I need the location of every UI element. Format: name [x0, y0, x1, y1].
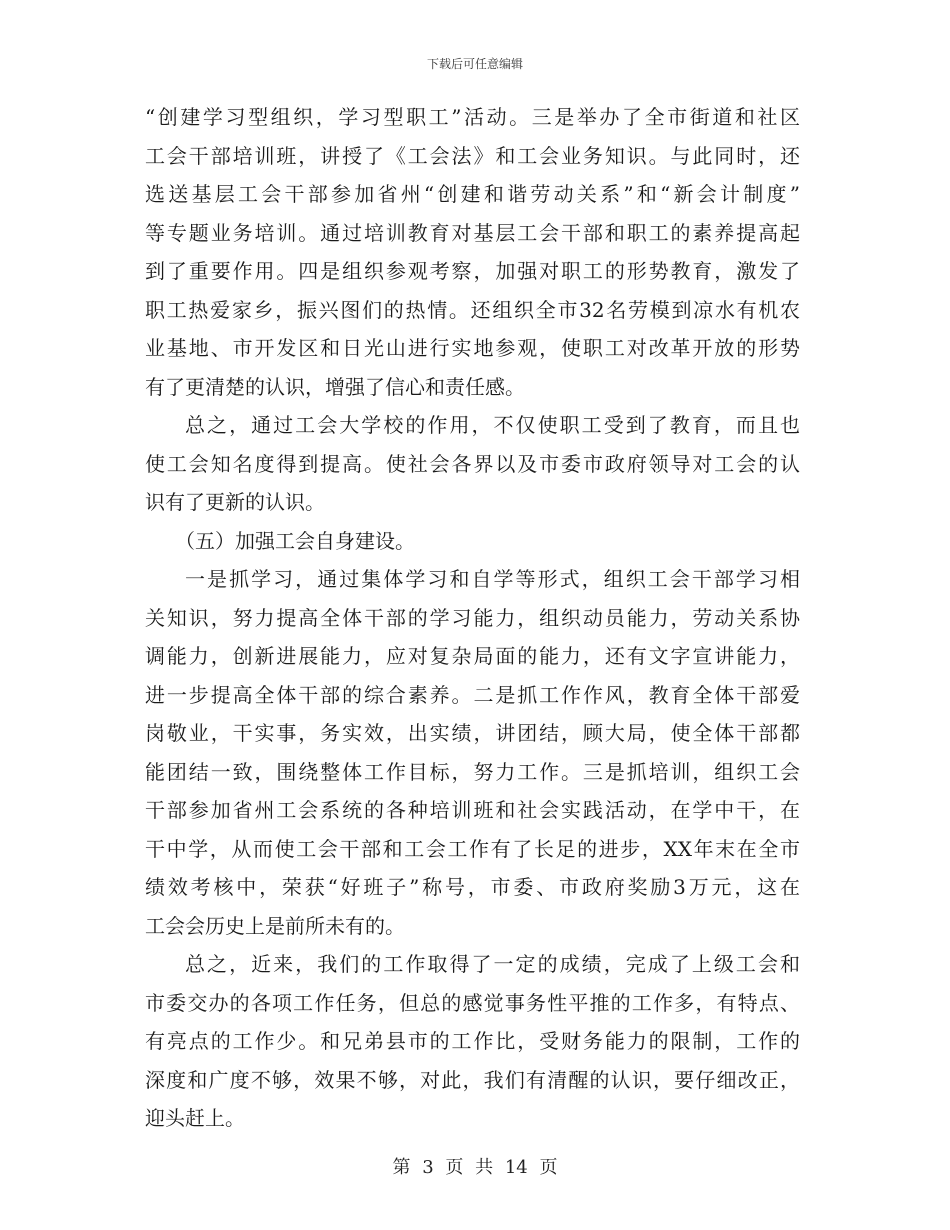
- paragraph-line: “创建学习型组织，学习型职工”活动。三是举办了全市街道和社区: [145, 105, 800, 129]
- paragraph-line: 职工热爱家乡，振兴图们的热情。还组织全市32名劳模到凉水有机农: [145, 297, 800, 322]
- paragraph-line: 工会会历史上是前所未有的。: [145, 913, 405, 938]
- paragraph-line: 市委交办的各项工作任务，但总的感觉事务性平推的工作多，有特点、: [145, 990, 800, 1015]
- paragraph-line: 工会干部培训班，讲授了《工会法》和工会业务知识。与此同时，还: [145, 143, 800, 168]
- paragraph-line: 能团结一致，围绕整体工作目标，努力工作。三是抓培训，组织工会: [145, 759, 800, 784]
- document-body: [145, 98, 800, 1138]
- paragraph-line: 选送基层工会干部参加省州“创建和谐劳动关系”和“新会计制度”: [145, 182, 800, 206]
- paragraph-line: 有了更清楚的认识，增强了信心和责任感。: [145, 374, 525, 399]
- paragraph-line: 等专题业务培训。通过培训教育对基层工会干部和职工的素养提高起: [145, 220, 800, 245]
- paragraph-line: 到了重要作用。四是组织参观考察，加强对职工的形势教育，激发了: [145, 259, 800, 283]
- paragraph-line: 识有了更新的认识。: [145, 490, 325, 514]
- page-number: 第 3 页 共 14 页: [392, 1157, 558, 1178]
- paragraph-line: 绩效考核中，荣获“好班子”称号，市委、市政府奖励3万元，这在: [145, 875, 800, 899]
- paragraph-line: 一是抓学习，通过集体学习和自学等形式，组织工会干部学习相: [185, 567, 800, 591]
- page-header: 下载后可任意编辑: [426, 57, 523, 71]
- paragraph-line: 岗敬业，干实事，务实效，出实绩，讲团结，顾大局，使全体干部都: [145, 721, 800, 745]
- paragraph-line: 有亮点的工作少。和兄弟县市的工作比，受财务能力的限制，工作的: [145, 1029, 800, 1053]
- paragraph-line: 迎头赶上。: [145, 1106, 245, 1130]
- paragraph-line: 使工会知名度得到提高。使社会各界以及市委市政府领导对工会的认: [145, 451, 800, 476]
- paragraph-line: （五）加强工会自身建设。: [175, 528, 415, 553]
- paragraph-line: 总之，通过工会大学校的作用，不仅使职工受到了教育，而且也: [185, 413, 800, 437]
- paragraph-line: 关知识，努力提高全体干部的学习能力，组织动员能力，劳动关系协: [145, 605, 800, 630]
- paragraph-line: 进一步提高全体干部的综合素养。二是抓工作作风，教育全体干部爱: [145, 682, 800, 707]
- paragraph-line: 业基地、市开发区和日光山进行实地参观，使职工对改革开放的形势: [145, 336, 800, 360]
- paragraph-line: 调能力，创新进展能力，应对复杂局面的能力，还有文字宣讲能力，: [145, 644, 800, 668]
- paragraph-line: 深度和广度不够，效果不够，对此，我们有清醒的认识，要仔细改正，: [145, 1067, 800, 1092]
- paragraph-line: 干中学，从而使工会干部和工会工作有了长足的进步，XX年末在全市: [145, 836, 800, 861]
- paragraph-line: 总之，近来，我们的工作取得了一定的成绩，完成了上级工会和: [185, 952, 800, 976]
- paragraph-line: 干部参加省州工会系统的各种培训班和社会实践活动，在学中干，在: [145, 798, 800, 822]
